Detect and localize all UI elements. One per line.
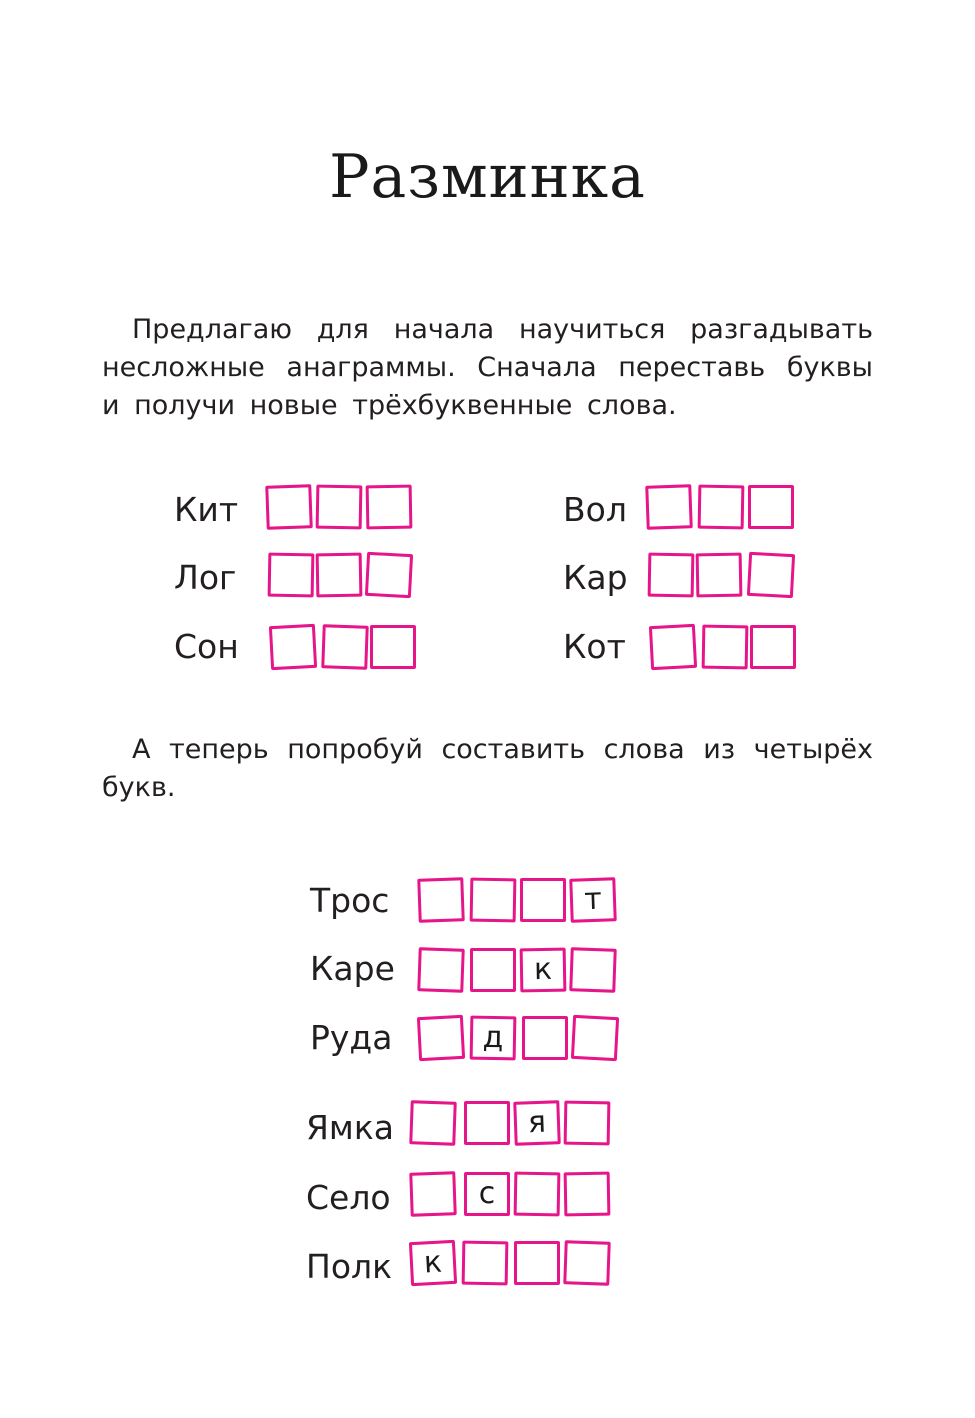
letter-box[interactable]: к (520, 948, 567, 993)
letter-box[interactable] (514, 1172, 561, 1217)
word-label: Руда (310, 1018, 393, 1057)
letter-box[interactable] (645, 484, 693, 530)
letter-box[interactable] (571, 1015, 619, 1061)
letter-box[interactable] (514, 1241, 560, 1285)
letter-box[interactable]: т (569, 877, 617, 923)
letter-box[interactable]: к (409, 1240, 457, 1286)
word-label: Кит (174, 490, 239, 529)
letter-box[interactable] (696, 553, 743, 598)
letter-box[interactable] (409, 1171, 457, 1217)
letter-box[interactable] (748, 485, 794, 529)
word-label: Лог (174, 558, 237, 597)
second-instruction: А теперь попробуй составить слова из четырёх букв. (102, 734, 873, 803)
letter-box[interactable] (649, 624, 697, 670)
word-label: Кар (563, 558, 628, 597)
letter-box[interactable] (520, 878, 566, 922)
word-label: Сон (174, 627, 239, 666)
letter-box[interactable] (321, 624, 369, 670)
letter-box[interactable] (316, 553, 363, 598)
letter-box[interactable]: с (464, 1172, 510, 1216)
letter-box[interactable] (269, 624, 317, 670)
letter-box[interactable] (409, 1100, 457, 1146)
letter-box[interactable] (747, 552, 795, 598)
word-label: Кот (563, 627, 626, 666)
word-label: Село (306, 1178, 391, 1217)
letter-box[interactable] (417, 1015, 465, 1061)
letter-box[interactable] (750, 625, 796, 669)
letter-box[interactable] (370, 625, 416, 669)
letter-box[interactable] (563, 1240, 611, 1286)
intro-paragraph: Предлагаю для начала научиться разгадывать несложные анаграммы. Сначала переставь буквы и получи новые трёхбуквенные слова. (102, 314, 873, 421)
letter-box[interactable] (316, 485, 363, 530)
letter-box[interactable] (702, 625, 749, 670)
letter-box[interactable]: д (470, 1016, 517, 1061)
letter-box[interactable] (417, 947, 465, 993)
letter-box[interactable] (417, 877, 465, 923)
word-label: Вол (563, 490, 627, 529)
letter-box[interactable] (698, 485, 745, 530)
letter-box[interactable] (569, 947, 617, 993)
letter-box[interactable] (564, 1101, 611, 1146)
letter-box[interactable] (268, 553, 315, 598)
word-label: Каре (310, 949, 395, 988)
letter-box[interactable] (522, 1016, 568, 1060)
word-label: Полк (306, 1247, 393, 1286)
letter-box[interactable] (470, 878, 517, 923)
word-label: Трос (310, 881, 390, 920)
letter-box[interactable] (564, 1172, 611, 1217)
page-title: Разминка (329, 142, 646, 212)
letter-box[interactable] (648, 553, 695, 598)
letter-box[interactable] (265, 484, 313, 530)
letter-box[interactable] (464, 1101, 510, 1145)
letter-box[interactable] (462, 1241, 509, 1286)
letter-box[interactable] (365, 552, 413, 598)
letter-box[interactable] (470, 948, 516, 992)
letter-box[interactable] (366, 485, 413, 530)
letter-box[interactable]: я (513, 1100, 561, 1146)
word-label: Ямка (306, 1108, 394, 1147)
